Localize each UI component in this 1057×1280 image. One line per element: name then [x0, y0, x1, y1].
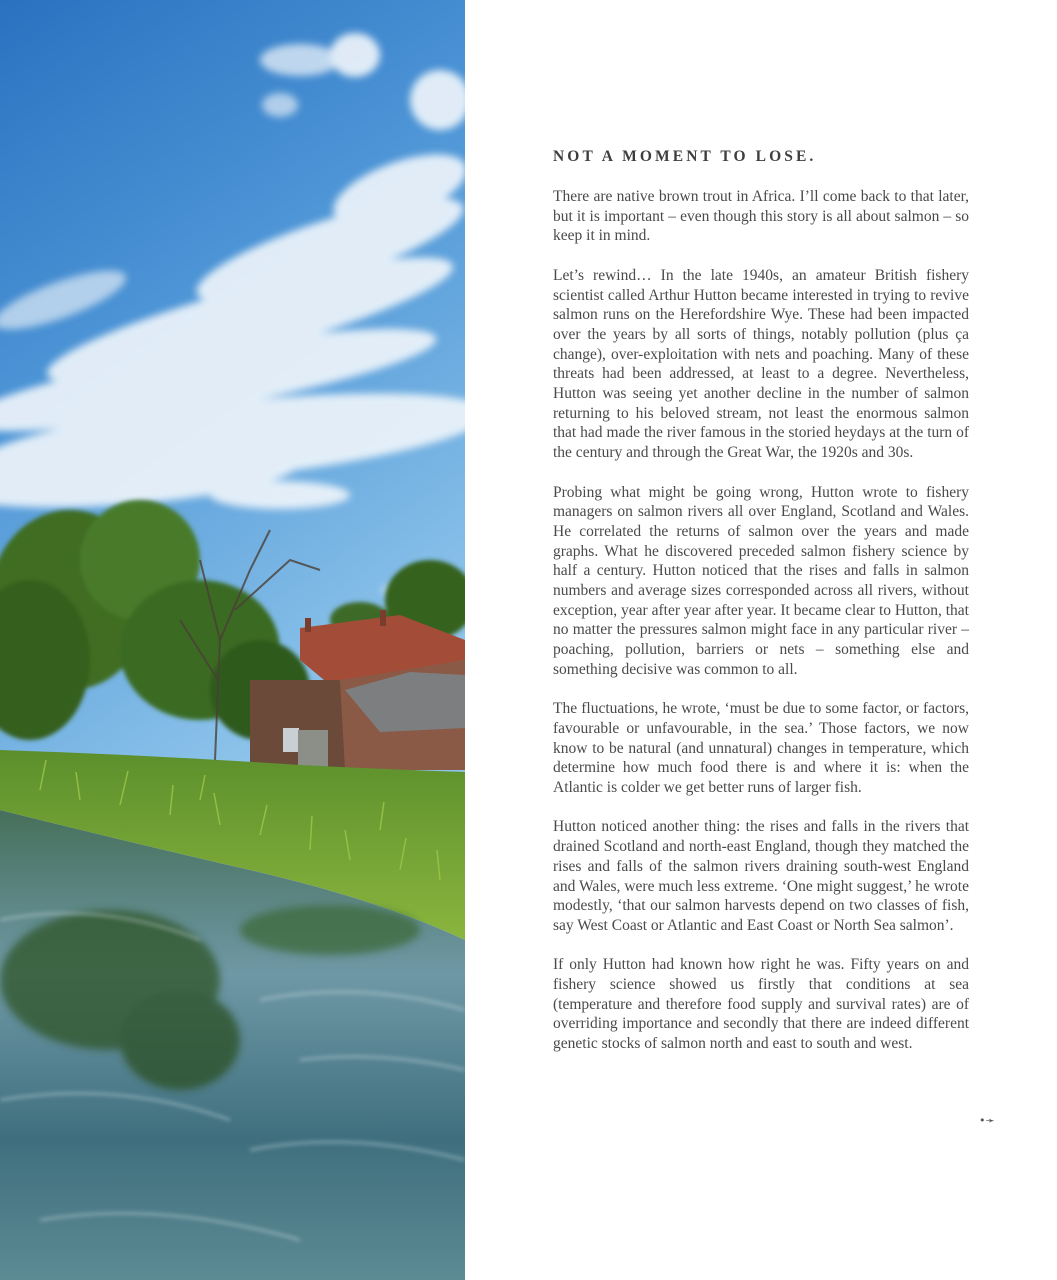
article-headline: NOT A MOMENT TO LOSE.: [553, 148, 817, 165]
paragraph-rewind: Let’s rewind… In the late 1940s, an amateur British fishery scientist called Arthur Hutton became interested in trying to revive salmon runs on the Herefordshire Wye. These had been impacted over the years by all sorts of things, notably pollution (plus ça change), over-exploitation with nets and poaching. Many of these threats had been addressed, at least to a degree. Nevertheless, Hutton was seeing yet another decline in the number of salmon returning to his beloved stream, not least the enormous salmon that had made the river famous in the storied heydays at the turn of the century and through the Great War, the 1920s and 30s.: [553, 266, 969, 462]
paragraph-fluctuations: The fluctuations, he wrote, ‘must be due to some factor, or factors, favourable or unfavourable, in the sea.’ Those factors, we now know to be natural (and unnatural) changes in temperature, which determine how much food there is and where it is: when the Atlantic is colder we get better runs of larger fish.: [553, 700, 969, 797]
article-column: [553, 146, 969, 1054]
paragraph-probing: Probing what might be going wrong, Hutton wrote to fishery managers on salmon rivers all over England, Scotland and Wales. He correlated the returns of salmon over the years and made graphs. What he discovered preceded salmon fishery science by half a century. Hutton noticed that the rises and falls in salmon numbers and average sizes corresponded across all rivers, without exception, year after year after year. It became clear to Hutton, that no matter the pressures salmon might face in any particular river – poaching, pollution, barriers or nets – something else and something decisive was common to all.: [553, 483, 969, 678]
paragraph-intro: There are native brown trout in Africa. I’ll come back to that later, but it is important – even though this story is all about salmon – so keep it in mind.: [553, 188, 969, 245]
paragraph-conclusion: If only Hutton had known how right he was. Fifty years on and fishery science showed us firstly that conditions at sea (temperature and therefore food supply and survival rates) are of overriding importance and secondly that there are indeed different genetic stocks of salmon north and east to south and west.: [553, 956, 969, 1053]
river-landscape-photo: [0, 0, 465, 1280]
paragraph-another-thing: Hutton noticed another thing: the rises and falls in the rivers that drained Scotland and north-east England, though they matched the rises and falls of the salmon rivers draining south-west England and Wales, were much less extreme. ‘One might suggest,’ he wrote modestly, ‘that our salmon harvests depend on two classes of fish, say West Coast or Atlantic and East Coast or North Sea salmon’.: [553, 818, 969, 934]
continue-arrow-icon: •➛: [979, 1114, 995, 1127]
